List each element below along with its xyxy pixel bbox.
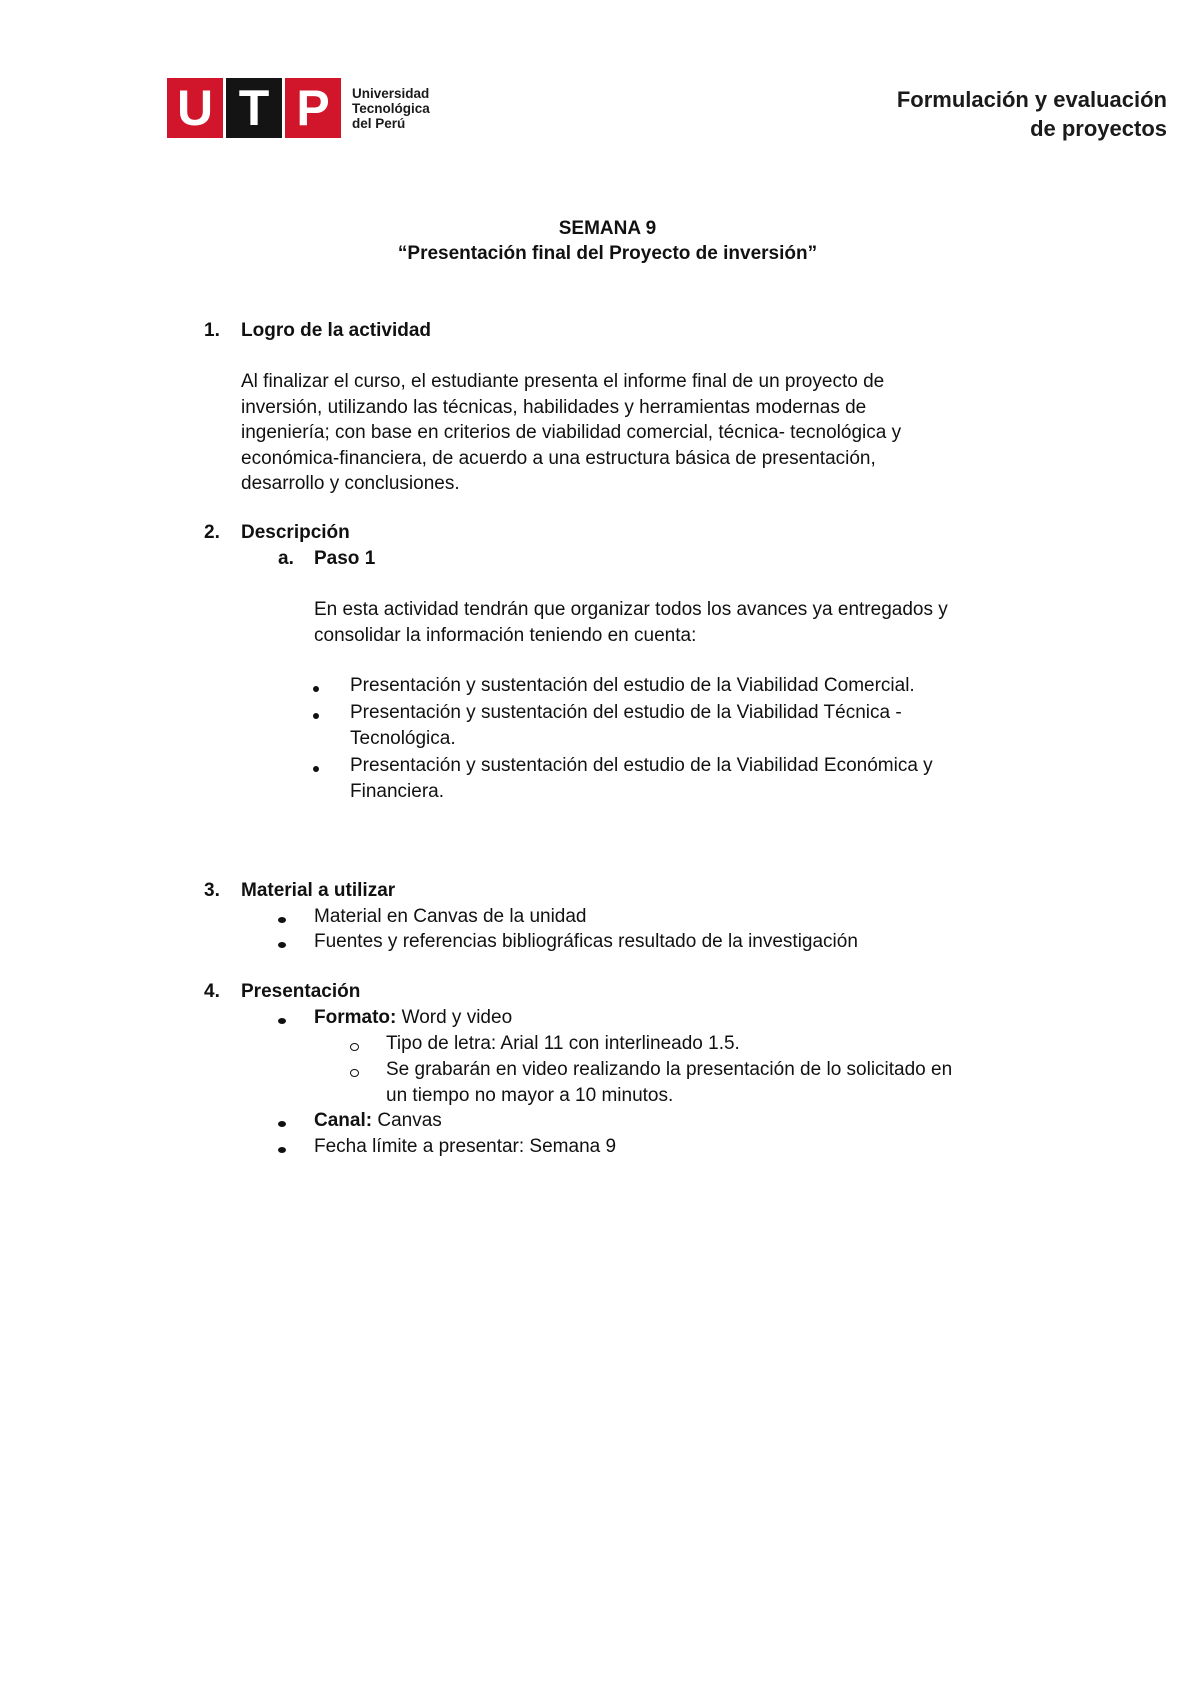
format-item — [314, 1005, 512, 1031]
bullet-icon — [278, 1147, 286, 1153]
bullet-icon — [278, 1121, 286, 1127]
utp-logo — [167, 78, 430, 138]
document-subtitle: “Presentación final del Proyecto de inversión” — [397, 243, 818, 264]
bullet-icon — [313, 766, 319, 772]
channel-item — [314, 1108, 442, 1134]
section-1-number: 1. — [204, 320, 220, 341]
bullet-icon — [313, 713, 319, 719]
sub-bullet-icon — [350, 1069, 359, 1077]
logo-letter-u: U — [167, 78, 223, 138]
channel-value: Canvas — [372, 1110, 442, 1131]
bullet-icon — [278, 1018, 286, 1024]
sub-bullet-icon — [350, 1043, 359, 1051]
channel-label: Canal: — [314, 1110, 373, 1131]
section-3-heading: Material a utilizar — [241, 880, 396, 901]
format-label: Formato: — [314, 1007, 397, 1028]
logo-letter-t: T — [226, 78, 282, 138]
section-4-number: 4. — [204, 981, 220, 1002]
logo-letter-p: P — [285, 78, 341, 138]
list-item: Tipo de letra: Arial 11 con interlineado 1.5. — [386, 1033, 740, 1054]
bullet-icon — [313, 686, 319, 692]
list-item: Presentación y sustentación del estudio de la Viabilidad Comercial. — [350, 675, 915, 696]
bullet-icon — [278, 942, 286, 948]
week-title: SEMANA 9 — [558, 218, 657, 239]
step-letter: a. — [278, 548, 294, 569]
deadline-item: Fecha límite a presentar: Semana 9 — [314, 1136, 617, 1157]
course-title: Formulación y evaluación de proyectos — [896, 87, 1167, 141]
list-item: Material en Canvas de la unidad — [314, 906, 587, 927]
list-item: Presentación y sustentación del estudio de la Viabilidad Técnica - Tecnológica. — [350, 702, 902, 749]
section-1-body: Al finalizar el curso, el estudiante presenta el informe final de un proyecto de inversión, utilizando las técnicas, habilidades y herramientas modernas de ingeniería; con base en criterios de viabilidad comercial, técnica- tecnológica y económica-financiera, de acuerdo a una estructura básica de presentación, desarrollo y conclusiones. — [241, 371, 902, 494]
section-1-heading: Logro de la actividad — [241, 320, 432, 341]
logo-university-name: Universidad Tecnológica del Perú — [352, 85, 430, 131]
list-item: Presentación y sustentación del estudio de la Viabilidad Económica y Financiera. — [350, 755, 933, 802]
section-4-heading: Presentación — [241, 981, 361, 1002]
step-intro: En esta actividad tendrán que organizar todos los avances ya entregados y consolidar la información teniendo en cuenta: — [314, 599, 948, 646]
list-item: Fuentes y referencias bibliográficas resultado de la investigación — [314, 931, 858, 952]
section-2-heading: Descripción — [241, 522, 350, 543]
bullet-icon — [278, 917, 286, 923]
step-label: Paso 1 — [314, 548, 376, 569]
section-3-number: 3. — [204, 880, 220, 901]
section-2-number: 2. — [204, 522, 220, 543]
format-value: Word y video — [396, 1007, 513, 1028]
list-item: Se grabarán en video realizando la presentación de lo solicitado en un tiempo no mayor a 10 minutos. — [386, 1059, 953, 1106]
